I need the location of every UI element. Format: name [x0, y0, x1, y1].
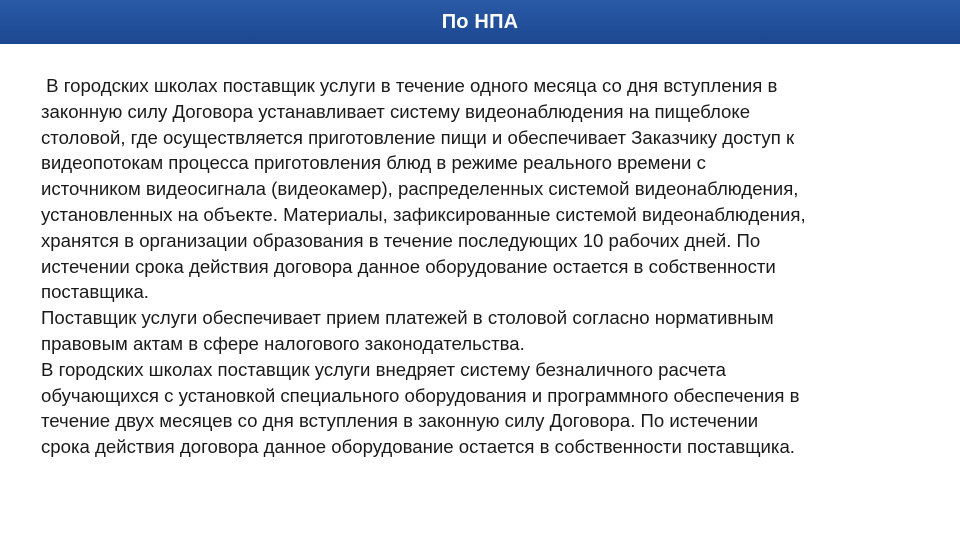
body-line: источником видеосигнала (видеокамер), распределенных системой видеонаблюдения,: [41, 178, 799, 200]
body-line: установленных на объекте. Материалы, зафиксированные системой видеонаблюдения,: [41, 203, 806, 225]
body-line: хранятся в организации образования в течение последующих 10 рабочих дней. По: [41, 229, 761, 251]
body-line: столовой, где осуществляется приготовление пищи и обеспечивает Заказчику доступ к: [41, 126, 795, 148]
body-text-block: [41, 73, 926, 460]
body-line: течение двух месяцев со дня вступления в законную силу Договора. По истечении: [41, 410, 759, 432]
body-line: Поставщик услуги обеспечивает прием платежей в столовой согласно нормативным: [41, 307, 774, 329]
slide-title: По НПА: [441, 10, 519, 33]
body-line: законную силу Договора устанавливает систему видеонаблюдения на пищеблоке: [41, 100, 751, 122]
body-line: поставщика.: [41, 281, 149, 303]
body-line: правовым актам в сфере налогового законодательства.: [41, 332, 525, 354]
body-line: видеопотокам процесса приготовления блюд в режиме реального времени с: [41, 152, 706, 174]
body-line: В городских школах поставщик услуги в течение одного месяца со дня вступления в: [41, 75, 778, 96]
body-line: В городских школах поставщик услуги внедряет систему безналичного расчета: [41, 358, 726, 380]
body-line: истечении срока действия договора данное оборудование остается в собственности: [41, 255, 776, 277]
title-bar: [0, 0, 960, 44]
body-line: обучающихся с установкой специального оборудования и программного обеспечения в: [41, 384, 800, 406]
body-line: срока действия договора данное оборудование остается в собственности поставщика.: [41, 436, 795, 458]
